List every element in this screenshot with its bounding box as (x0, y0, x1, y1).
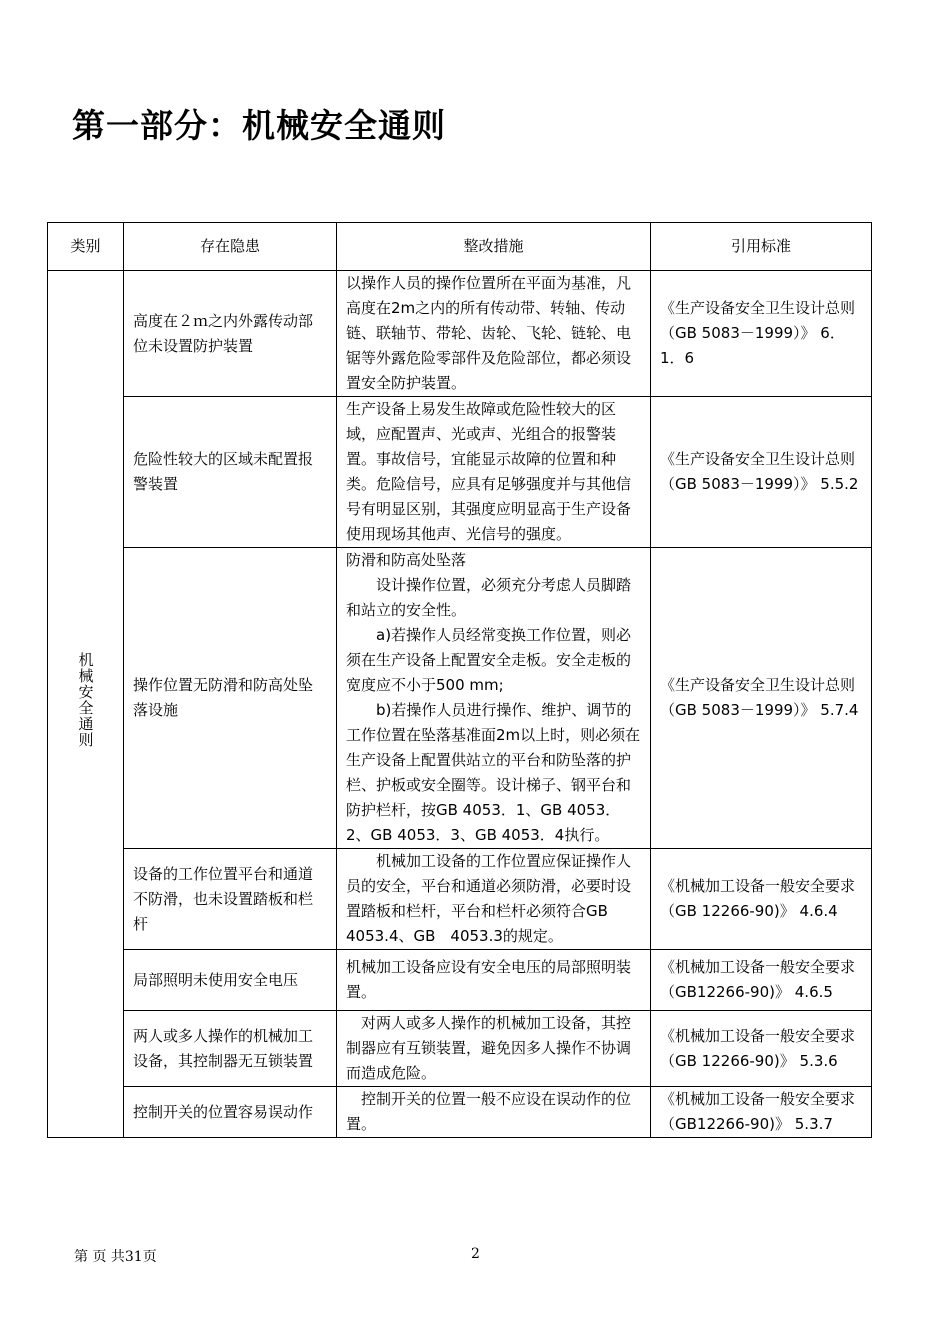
table-row (48, 397, 872, 548)
measure-paragraph: 生产设备上易发生故障或危险性较大的区域，应配置声、光或声、光组合的报警装置。事故信号，宜能显示故障的位置和种类。危险信号，应具有足够强度并与其他信号有明显区别，其强度应明显高于生产设备使用现场其他声、光信号的强度。 (346, 400, 632, 543)
standard-cell: 《生产设备安全卫生设计总则（GB 5083－1999）》 6．1．6 (651, 271, 872, 397)
measure-paragraph: 机械加工设备应设有安全电压的局部照明装置。 (346, 958, 632, 1001)
hazard-cell: 控制开关的位置容易误动作 (124, 1087, 337, 1138)
header-measure: 整改措施 (337, 223, 651, 271)
hazard-cell: 操作位置无防滑和防高处坠落设施 (124, 548, 337, 849)
measure-paragraph: 以操作人员的操作位置所在平面为基准，凡高度在2m之内的所有传动带、转轴、传动链、联轴节、带轮、齿轮、飞轮、链轮、电锯等外露危险零部件及危险部位，都必须设置安全防护装置。 (346, 274, 632, 392)
header-hazard: 存在隐患 (124, 223, 337, 271)
standard-cell: 《生产设备安全卫生设计总则（GB 5083－1999）》 5.7.4 (651, 548, 872, 849)
standard-cell: 《机械加工设备一般安全要求（GB 12266-90)》 4.6.4 (651, 849, 872, 950)
page-number: 2 (471, 1246, 480, 1262)
table-row (48, 849, 872, 950)
table-row (48, 1011, 872, 1087)
measure-cell (337, 1087, 651, 1138)
hazard-table (47, 222, 872, 1138)
hazard-cell: 危险性较大的区域未配置报警装置 (124, 397, 337, 548)
header-standard: 引用标准 (651, 223, 872, 271)
measure-cell (337, 1011, 651, 1087)
measure-paragraph: 防滑和防高处坠落 (346, 551, 467, 569)
measure-cell (337, 950, 651, 1011)
hazard-cell: 局部照明未使用安全电压 (124, 950, 337, 1011)
measure-cell (337, 548, 651, 849)
hazard-cell: 高度在２ｍ之内外露传动部位未设置防护装置 (124, 271, 337, 397)
table-header-row (48, 223, 872, 271)
standard-cell: 《机械加工设备一般安全要求（GB12266-90)》 4.6.5 (651, 950, 872, 1011)
standard-cell: 《机械加工设备一般安全要求（GB 12266-90)》 5.3.6 (651, 1011, 872, 1087)
table-row (48, 1087, 872, 1138)
measure-cell (337, 849, 651, 950)
header-category: 类别 (48, 223, 124, 271)
table-row (48, 950, 872, 1011)
measure-paragraph: a)若操作人员经常变换工作位置，则必须在生产设备上配置安全走板。安全走板的宽度应不小于500 mm; (346, 626, 632, 694)
page-title: 第一部分：机械安全通则 (72, 106, 446, 145)
category-cell (48, 271, 124, 1138)
measure-cell (337, 397, 651, 548)
table-row (48, 548, 872, 849)
measure-paragraph: 对两人或多人操作的机械加工设备，其控制器应有互锁装置，避免因多人操作不协调而造成危险。 (346, 1014, 632, 1082)
hazard-cell: 两人或多人操作的机械加工设备，其控制器无互锁装置 (124, 1011, 337, 1087)
hazard-cell: 设备的工作位置平台和通道不防滑，也未设置踏板和栏杆 (124, 849, 337, 950)
measure-paragraph: 控制开关的位置一般不应设在误动作的位置。 (346, 1090, 632, 1133)
standard-cell: 《机械加工设备一般安全要求（GB12266-90)》 5.3.7 (651, 1087, 872, 1138)
measure-paragraph: 机械加工设备的工作位置应保证操作人员的安全，平台和通道必须防滑，必要时设置踏板和栏杆，平台和栏杆必须符合GB 4053.4、GB 4053.3的规定。 (346, 852, 632, 945)
table-row (48, 271, 872, 397)
standard-cell: 《生产设备安全卫生设计总则（GB 5083－1999）》 5.5.2 (651, 397, 872, 548)
category-label: 机械安全通则 (76, 652, 95, 748)
measure-paragraph: 设计操作位置，必须充分考虑人员脚踏和站立的安全性。 (346, 576, 632, 619)
measure-cell (337, 271, 651, 397)
page-info: 第 页 共31页 (74, 1249, 157, 1265)
measure-paragraph: b)若操作人员进行操作、维护、调节的工作位置在坠落基准面2m以上时，则必须在生产设备上配置供站立的平台和防坠落的护栏、护板或安全圈等。设计梯子、钢平台和防护栏杆，按GB 4053．1、GB 4053．2、GB 4053．3、GB 4053．4执行。 (346, 701, 641, 844)
